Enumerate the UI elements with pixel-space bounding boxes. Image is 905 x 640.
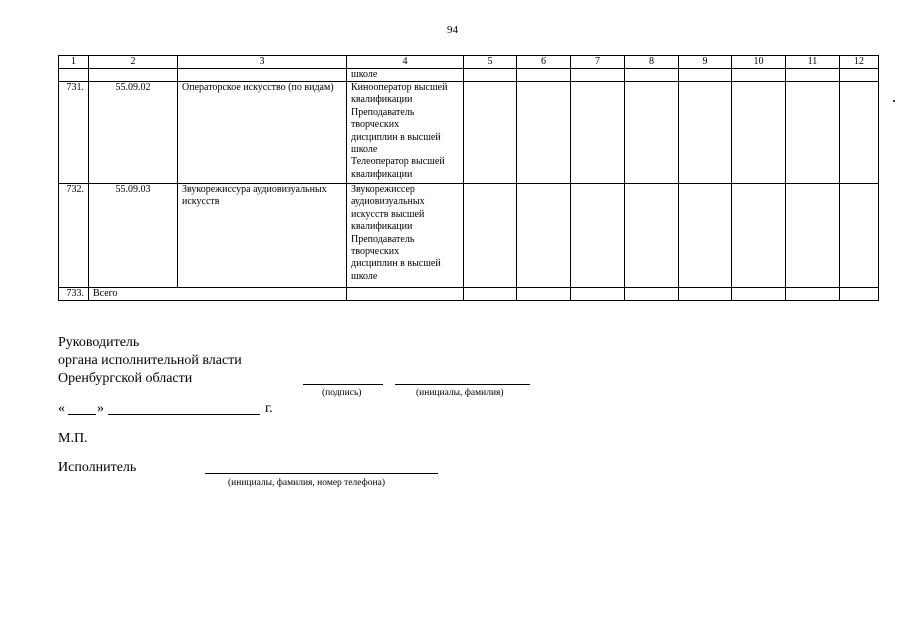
signatory-title-line1: Руководитель: [58, 335, 140, 350]
report-table: [58, 55, 879, 301]
specialty-name: Звукорежиссура аудиовизуальных искусств: [178, 184, 347, 288]
date-close-quote: »: [97, 401, 104, 416]
qualification-list: [347, 184, 464, 288]
qualification-line: Кинооператор высшей: [351, 82, 448, 93]
column-header: 9: [679, 56, 732, 69]
continuation-row: [59, 69, 879, 82]
qualification-line: искусств высшей: [351, 208, 425, 220]
column-header: 7: [571, 56, 625, 69]
qualification-line: Преподаватель: [351, 106, 415, 118]
column-header: 1: [59, 56, 89, 69]
column-header: 3: [178, 56, 347, 69]
specialty-name: Операторское искусство (по видам): [178, 82, 347, 184]
row-number: 733.: [59, 288, 89, 301]
year-suffix: г.: [265, 401, 273, 416]
qualification-line: Звукорежиссер: [351, 184, 415, 195]
signature-caption: (подпись): [322, 388, 362, 398]
initials-caption: (инициалы, фамилия): [416, 388, 504, 398]
qualification-line: Телеоператор высшей: [351, 156, 445, 168]
scan-speck: [893, 100, 895, 102]
column-header: 6: [517, 56, 571, 69]
column-header: 8: [625, 56, 679, 69]
qualification-line: аудиовизуальных: [351, 196, 425, 208]
executor-label: Исполнитель: [58, 460, 137, 475]
qualification-line: квалификации: [351, 94, 413, 106]
total-label: Всего: [89, 288, 347, 301]
qualification-line: квалификации: [351, 168, 413, 180]
stamp-place: М.П.: [58, 431, 88, 446]
initials-line: [395, 370, 530, 385]
column-header: 12: [840, 56, 879, 69]
executor-caption: (инициалы, фамилия, номер телефона): [228, 478, 385, 488]
executor-line: [205, 459, 438, 474]
row-number: 732.: [59, 184, 89, 288]
column-header: 11: [786, 56, 840, 69]
signatory-title-line2: органа исполнительной власти: [58, 353, 242, 368]
table-row: [59, 82, 879, 184]
qualification-line: творческих: [351, 119, 400, 131]
continuation-qualification: школе: [347, 69, 464, 82]
specialty-code: 55.09.03: [89, 184, 178, 288]
qualification-line: творческих: [351, 246, 400, 258]
qualification-line: Преподаватель: [351, 233, 415, 245]
date-month-year-line: [108, 400, 260, 415]
date-open-quote: «: [58, 401, 65, 416]
qualification-line: квалификации: [351, 221, 413, 233]
specialty-code: 55.09.02: [89, 82, 178, 184]
table-row: [59, 184, 879, 288]
signatory-title-line3: Оренбургской области: [58, 371, 193, 386]
qualification-line: дисциплин в высшей: [351, 258, 441, 270]
column-header: 2: [89, 56, 178, 69]
column-header: 4: [347, 56, 464, 69]
page-number: 94: [447, 24, 458, 36]
qualification-line: школе: [351, 270, 378, 282]
row-number: 731.: [59, 82, 89, 184]
qualification-line: дисциплин в высшей: [351, 131, 441, 143]
total-row: [59, 288, 879, 301]
column-header: 10: [732, 56, 786, 69]
qualification-line: школе: [351, 144, 378, 156]
signature-line: [303, 370, 383, 385]
date-day-line: [68, 400, 96, 415]
qualification-list: [347, 82, 464, 184]
header-row: [59, 56, 879, 69]
column-header: 5: [464, 56, 517, 69]
